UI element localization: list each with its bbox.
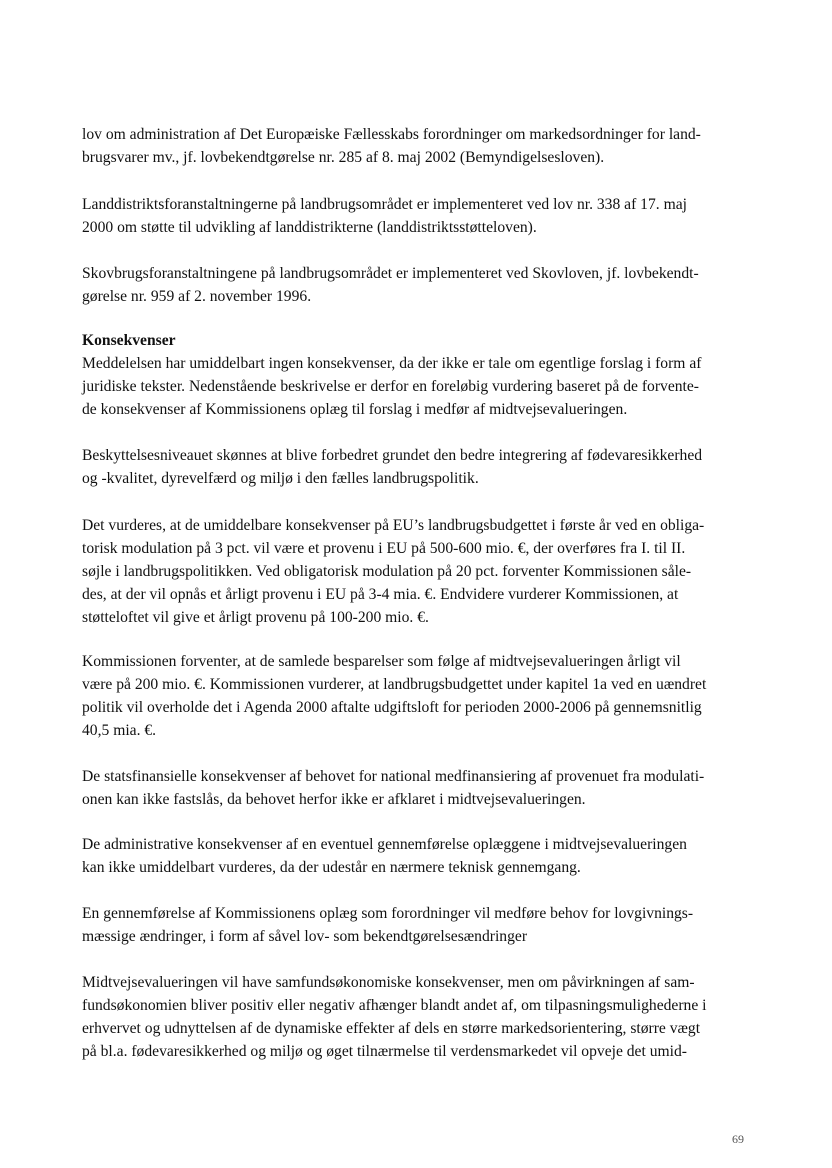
page-number: 69	[732, 1132, 744, 1146]
text-line: søjle i landbrugspolitikken. Ved obligatorisk modulation på 20 pct. forventer Kommissionen såle-	[82, 563, 692, 580]
text-line: på bl.a. fødevaresikkerhed og miljø og øget tilnærmelse til verdensmarkedet vil opveje det umid-	[82, 1043, 687, 1060]
paragraph-landdistrikt	[82, 193, 754, 239]
text-line: onen kan ikke fastslås, da behovet herfor ikke er afklaret i midtvejsevalueringen.	[82, 791, 586, 808]
text-line: de konsekvenser af Kommissionens oplæg til forslag i medfør af midtvejsevalueringen.	[82, 401, 628, 418]
section-heading: Konsekvenser	[82, 332, 176, 349]
text-line: Det vurderes, at de umiddelbare konsekvenser på EU’s landbrugsbudgettet i første år ved en obliga-	[82, 517, 705, 534]
text-line: politik vil overholde det i Agenda 2000 aftalte udgiftsloft for perioden 2000-2006 på gennemsnitlig	[82, 699, 702, 716]
text-line: des, at der vil opnås et årligt provenu i EU på 3-4 mia. €. Endvidere vurderer Kommissionen, at	[82, 586, 679, 603]
paragraph-statsfinansielle	[82, 765, 754, 811]
text-line: erhvervet og udnyttelsen af de dynamiske effekter af dels en større markedsorientering, større vægt	[82, 1020, 701, 1037]
text-line: De administrative konsekvenser af en eventuel gennemførelse oplæggene i midtvejsevalueringen	[82, 836, 687, 853]
paragraph-besparelser	[82, 650, 754, 742]
text-line: lov om administration af Det Europæiske Fællesskabs forordninger om markedsordninger for land-	[82, 126, 701, 143]
paragraph-samfundsokonomi	[82, 971, 754, 1063]
text-line: Kommissionen forventer, at de samlede besparelser som følge af midtvejsevalueringen årligt vil	[82, 653, 681, 670]
text-line: mæssige ændringer, i form af såvel lov- som bekendtgørelsesændringer	[82, 928, 528, 945]
text-line: brugsvarer mv., jf. lovbekendtgørelse nr. 285 af 8. maj 2002 (Bemyndigelsesloven).	[82, 149, 605, 166]
section-konsekvenser	[82, 329, 754, 421]
text-line: og -kvalitet, dyrevelfærd og miljø i den fælles landbrugspolitik.	[82, 470, 479, 487]
text-line: En gennemførelse af Kommissionens oplæg som forordninger vil medføre behov for lovgivnings-	[82, 905, 694, 922]
text-line: Meddelelsen har umiddelbart ingen konsekvenser, da der ikke er tale om egentlige forslag i form af	[82, 355, 702, 372]
text-line: gørelse nr. 959 af 2. november 1996.	[82, 288, 312, 305]
text-line: støtteloftet vil give et årligt provenu på 100-200 mio. €.	[82, 609, 429, 626]
paragraph-budget	[82, 514, 754, 629]
text-line: juridiske tekster. Nedenstående beskrivelse er derfor en foreløbig vurdering baseret på de forvente-	[82, 378, 700, 395]
text-line: torisk modulation på 3 pct. vil være et provenu i EU på 500-600 mio. €, der overføres fra I. til II.	[82, 540, 686, 557]
text-line: være på 200 mio. €. Kommissionen vurderer, at landbrugsbudgettet under kapitel 1a ved en uændret	[82, 676, 707, 693]
paragraph-administrative	[82, 833, 754, 879]
paragraph-beskyttelsesniveau	[82, 444, 754, 490]
text-line: 2000 om støtte til udvikling af landdistrikterne (landdistriktsstøtteloven).	[82, 219, 537, 236]
paragraph-lovgivning	[82, 902, 754, 948]
paragraph-bemyndigelsesloven	[82, 123, 754, 169]
text-line: Landdistriktsforanstaltningerne på landbrugsområdet er implementeret ved lov nr. 338 af 17. maj	[82, 196, 687, 213]
text-line: De statsfinansielle konsekvenser af behovet for national medfinansiering af provenuet fra modulati-	[82, 768, 705, 785]
text-line: 40,5 mia. €.	[82, 722, 157, 739]
text-line: kan ikke umiddelbart vurderes, da der udestår en nærmere teknisk gennemgang.	[82, 859, 581, 876]
text-line: Midtvejsevalueringen vil have samfundsøkonomiske konsekvenser, men om påvirkningen af sam-	[82, 974, 695, 991]
text-line: Beskyttelsesniveauet skønnes at blive forbedret grundet den bedre integrering af fødevaresikkerhed	[82, 447, 703, 464]
paragraph-skovbrug	[82, 262, 754, 308]
text-line: fundsøkonomien bliver positiv eller negativ afhænger blandt andet af, om tilpasningsmulighederne i	[82, 997, 707, 1014]
text-line: Skovbrugsforanstaltningene på landbrugsområdet er implementeret ved Skovloven, jf. lovbekendt-	[82, 265, 699, 282]
